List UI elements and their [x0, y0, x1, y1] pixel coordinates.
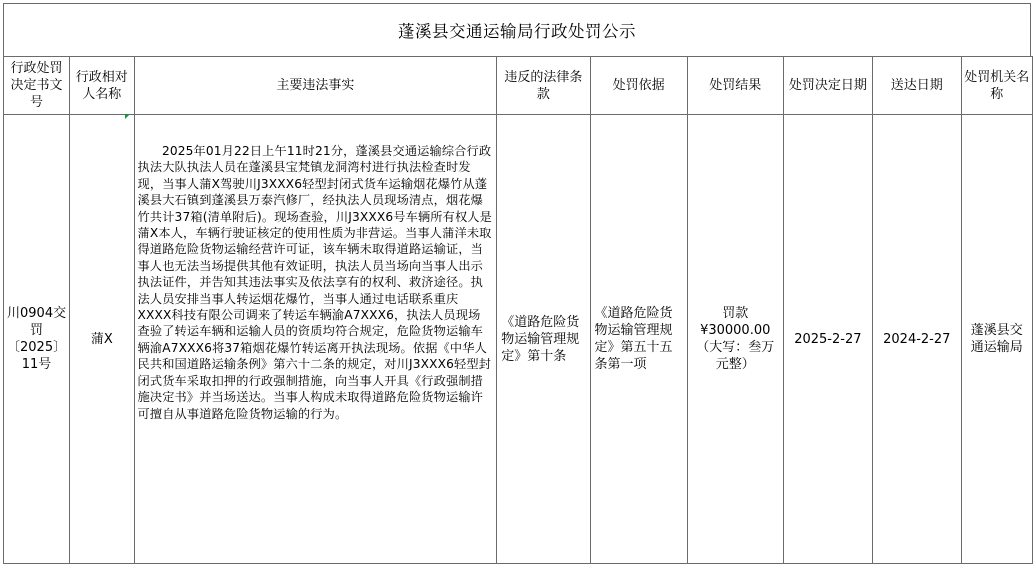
sheet-title-cell — [3, 3, 1031, 56]
header-law: 违反的法律条款 — [497, 57, 590, 115]
cell-party: 蒲X — [70, 115, 134, 564]
comment-marker-icon — [125, 114, 130, 119]
cell-authority: 蓬溪县交通运输局 — [961, 115, 1033, 564]
header-authority: 处罚机关名称 — [961, 57, 1033, 115]
header-basis: 处罚依据 — [590, 57, 687, 115]
header-doc-no: 行政处罚决定书文号 — [4, 57, 70, 115]
header-decision-date: 处罚决定日期 — [783, 57, 872, 115]
cell-result: 罚款¥30000.00（大写：叁万元整） — [687, 115, 783, 564]
cell-facts: 2025年01月22日上午11时21分，蓬溪县交通运输综合行政执法大队执法人员在蓬溪县宝梵镇龙洞湾村进行执法检查时发现，当事人蒲X驾驶川J3XXX6轻型封闭式货车运输烟花爆竹从蓬溪县大石镇到蓬溪县万泰汽修厂，经执法人员现场清点，烟花爆竹共计37箱(清单附后)。现场查验，川J3XXX6号车辆所有权人是蒲X本人，车辆行驶证核定的使用性质为非营运。当事人蒲洋未取得道路危险货物运输经营许可证，该车辆未取得道路运输证，当事人也无法当场提供其他有效证明，执法人员当场向当事人出示执法证件，并告知其违法事实及依法享有的权利、救济途径。执法人员安排当事人转运烟花爆竹，当事人通过电话联系重庆XXXX科技有限公司调来了转运车辆渝A7XXX6，执法人员现场查验了转运车辆和运输人员的资质均符合规定，危险货物运输车辆渝A7XXX6将37箱烟花爆竹转运离开执法现场。依据《中华人民共和国道路运输条例》第六十二条的规定，对川J3XXX6轻型封闭式货车采取扣押的行政强制措施，向当事人开具《行政强制措施决定书》并当场送达。当事人构成未取得道路危险货物运输许可擅自从事道路危险货物运输的行为。 — [134, 115, 497, 564]
table-row — [4, 115, 1033, 564]
header-facts: 主要违法事实 — [134, 57, 497, 115]
cell-doc-no: 川0904交罚〔2025〕11号 — [4, 115, 70, 564]
header-delivery-date: 送达日期 — [873, 57, 961, 115]
header-party: 行政相对人名称 — [70, 57, 134, 115]
header-result: 处罚结果 — [687, 57, 783, 115]
cell-delivery-date: 2024-2-27 — [873, 115, 961, 564]
cell-law: 《道路危险货物运输管理规定》第十条 — [497, 115, 590, 564]
header-row — [4, 57, 1033, 115]
sheet-title: 蓬溪县交通运输局行政处罚公示 — [398, 22, 636, 41]
cell-basis: 《道路危险货物运输管理规定》第五十五条第一项 — [590, 115, 687, 564]
cell-decision-date: 2025-2-27 — [783, 115, 872, 564]
penalty-table — [3, 56, 1033, 564]
